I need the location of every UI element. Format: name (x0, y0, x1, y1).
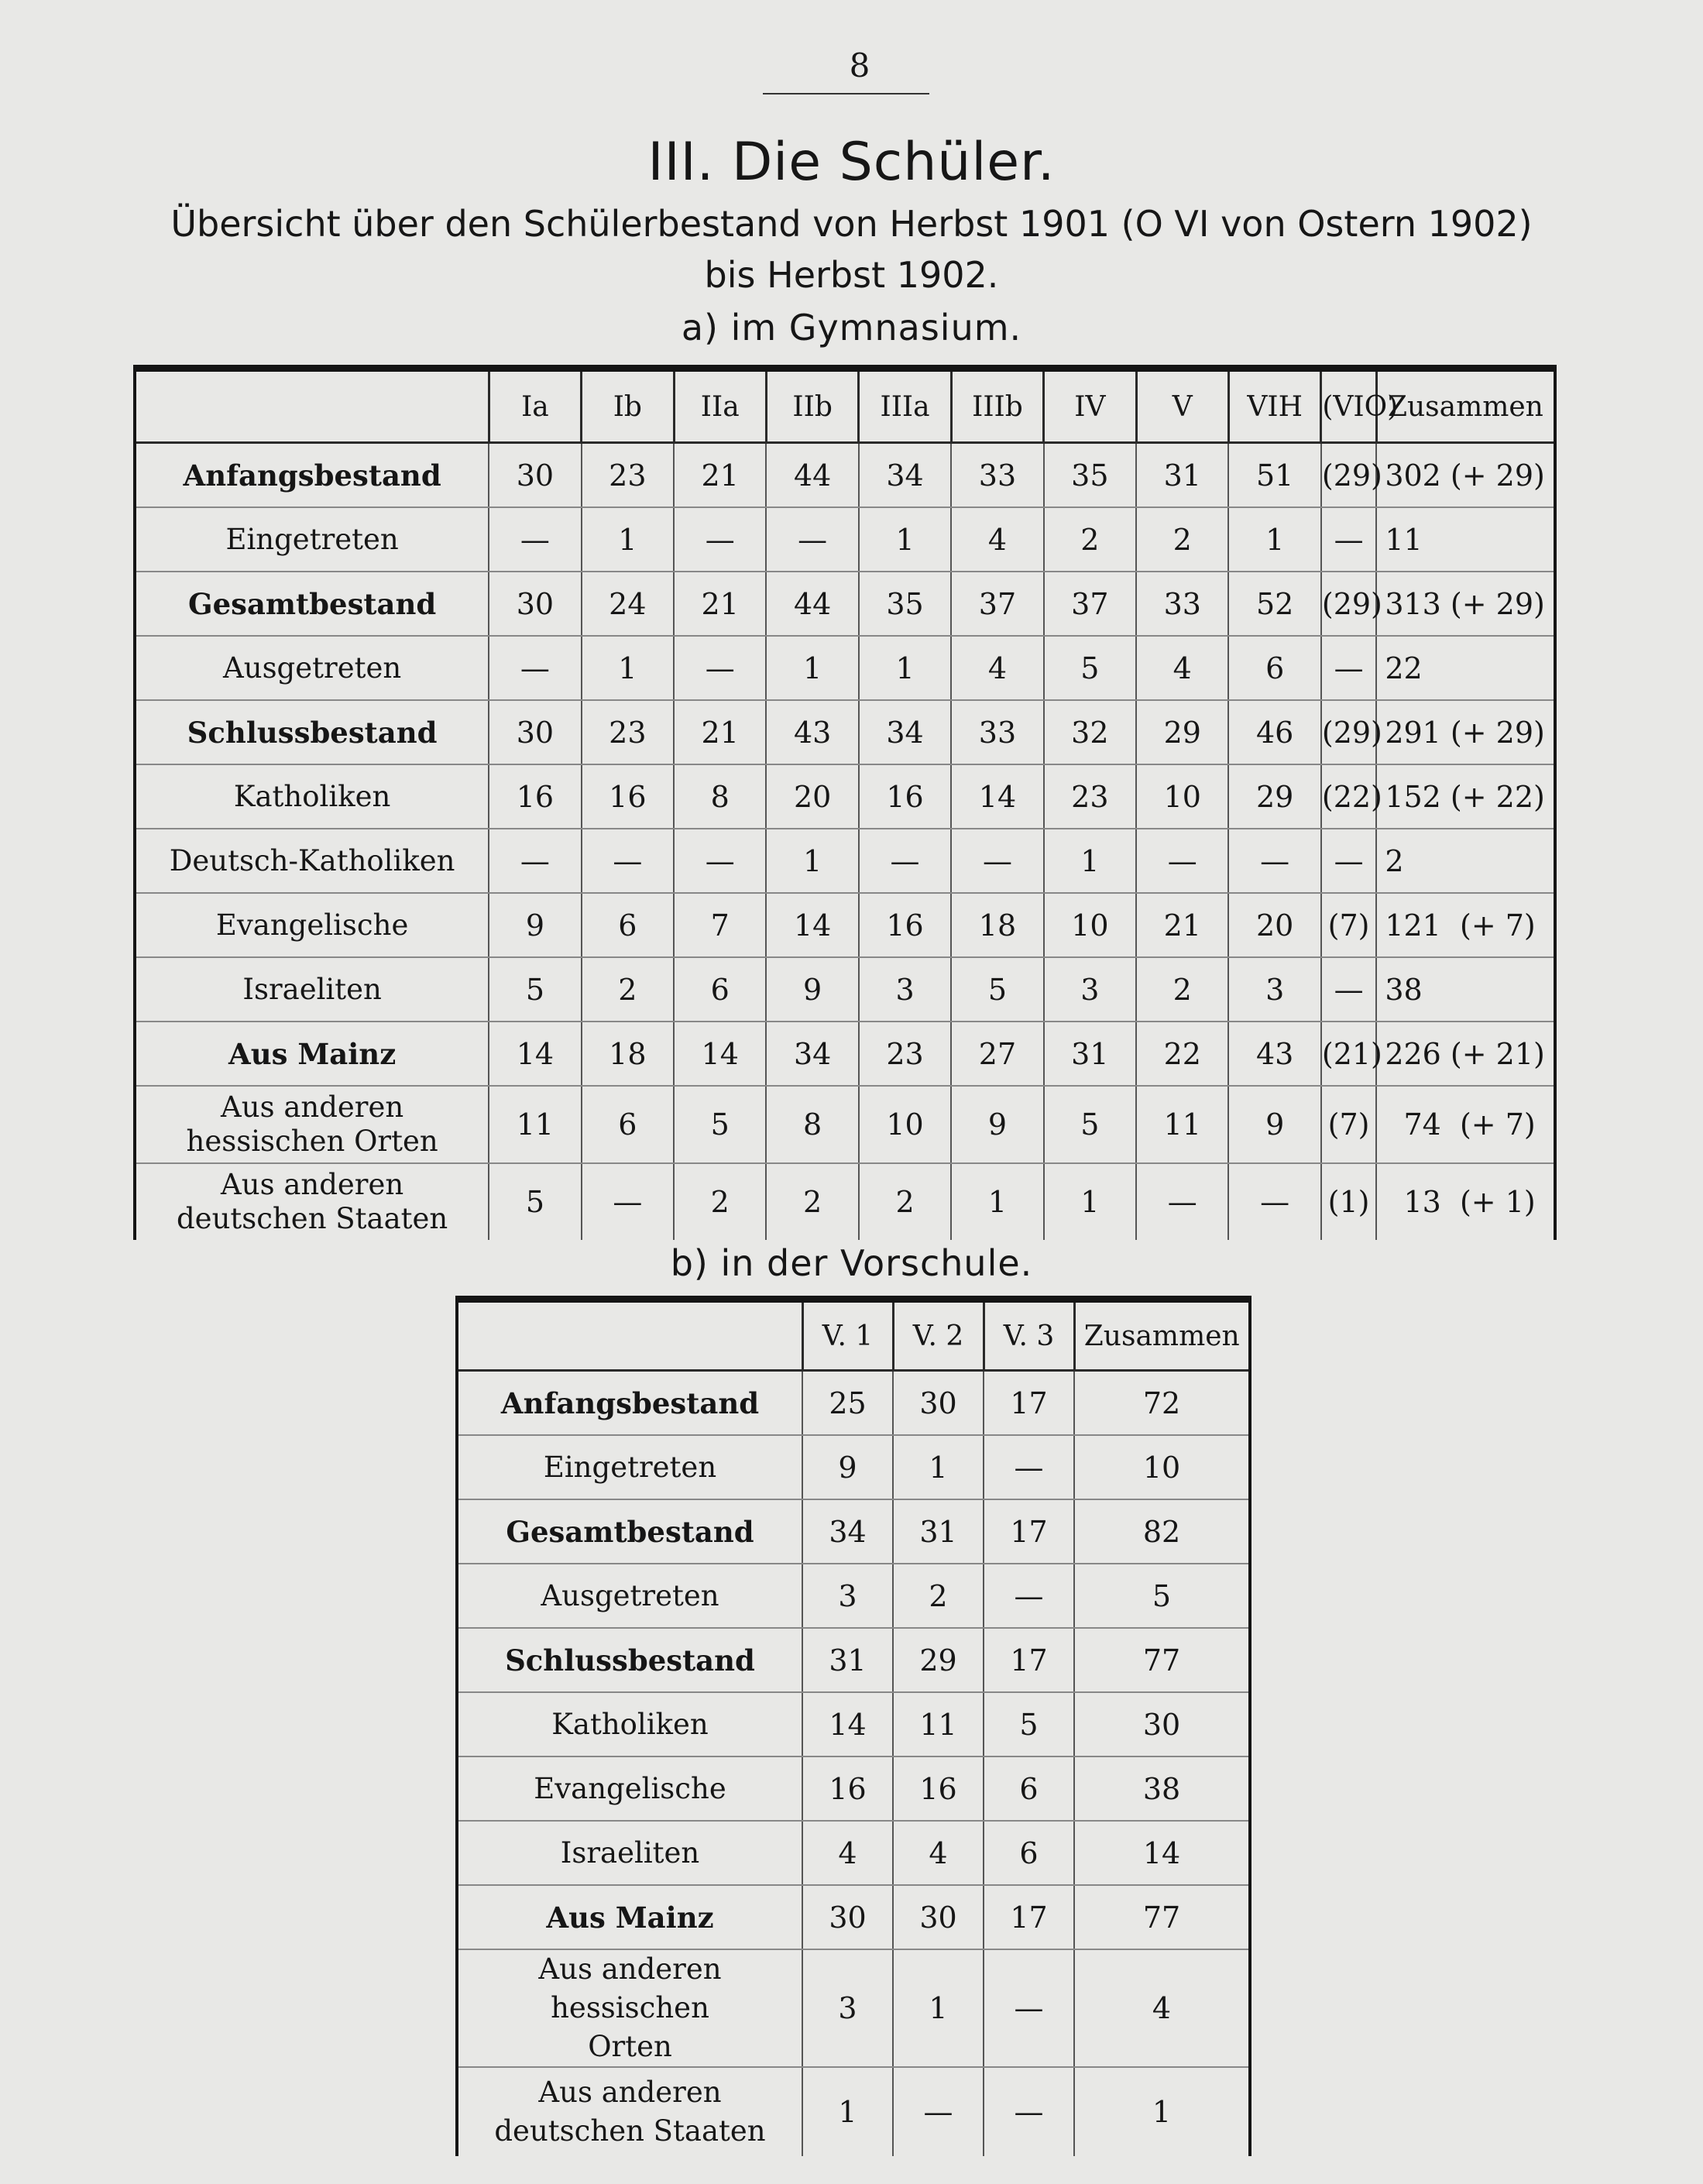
table-cell: — (674, 636, 766, 700)
row-label: Aus Mainz (457, 1885, 802, 1949)
table-cell: 30 (489, 572, 581, 636)
table-cell: 10 (1136, 764, 1228, 829)
table-cell: — (984, 2067, 1074, 2156)
table-cell: 14 (802, 1692, 893, 1756)
table-cell: (7) (1321, 893, 1376, 957)
table-cell: 1 (582, 507, 674, 572)
table-row (135, 764, 1555, 829)
total-cell: 5 (1074, 1564, 1250, 1628)
row-label-line: Orten (588, 2030, 672, 2063)
total-cell: 152 (+ 22) (1376, 764, 1555, 829)
vorschule-header-row (457, 1300, 1250, 1371)
table-cell: 16 (582, 764, 674, 829)
table-cell: 17 (984, 1499, 1074, 1564)
table-row (135, 893, 1555, 957)
table-cell: 43 (766, 700, 858, 764)
total-cell: 30 (1074, 1692, 1250, 1756)
table-row (457, 1821, 1250, 1885)
table-cell: 34 (802, 1499, 893, 1564)
table-cell: 21 (674, 700, 766, 764)
total-cell: 313 (+ 29) (1376, 572, 1555, 636)
table-cell: — (1228, 1163, 1320, 1240)
total-cell: 14 (1074, 1821, 1250, 1885)
row-label: Eingetreten (135, 507, 489, 572)
table-cell: 43 (1228, 1022, 1320, 1086)
vorschule-header-blank (457, 1300, 802, 1371)
column-header: V. 1 (802, 1300, 893, 1371)
table-cell: 34 (766, 1022, 858, 1086)
table-row (135, 1163, 1555, 1240)
table-row (135, 829, 1555, 893)
table-cell: 2 (582, 957, 674, 1022)
table-cell: — (489, 507, 581, 572)
table-cell: 4 (802, 1821, 893, 1885)
table-row (135, 443, 1555, 508)
table-cell: 22 (1136, 1022, 1228, 1086)
table-cell: 30 (489, 700, 581, 764)
table-cell: 17 (984, 1628, 1074, 1692)
table-cell: (29) (1321, 443, 1376, 508)
table-cell: 9 (951, 1086, 1043, 1163)
table-cell: — (1136, 829, 1228, 893)
table-row (457, 1564, 1250, 1628)
table-cell: 5 (951, 957, 1043, 1022)
table-cell: 30 (893, 1371, 984, 1436)
table-cell: — (984, 1435, 1074, 1499)
vorschule-heading: b) in der Vorschule. (670, 1242, 1033, 1284)
table-row (457, 1499, 1250, 1564)
row-label: Anfangsbestand (135, 443, 489, 508)
table-row (457, 1949, 1250, 2067)
total-cell: 38 (1376, 957, 1555, 1022)
row-label-line: deutschen Staaten (176, 1202, 448, 1235)
table-cell: — (1136, 1163, 1228, 1240)
table-cell: 2 (859, 1163, 951, 1240)
table-cell: 14 (766, 893, 858, 957)
column-header: V (1136, 369, 1228, 443)
table-cell: 8 (674, 764, 766, 829)
table-cell: 35 (859, 572, 951, 636)
table-cell: — (859, 829, 951, 893)
table-row (457, 1692, 1250, 1756)
table-cell: 6 (984, 1756, 1074, 1821)
table-cell: — (984, 1564, 1074, 1628)
table-cell: — (984, 1949, 1074, 2067)
table-cell: 31 (1136, 443, 1228, 508)
table-cell: 2 (766, 1163, 858, 1240)
table-cell: 1 (766, 829, 858, 893)
total-cell: 82 (1074, 1499, 1250, 1564)
table-cell: 21 (674, 443, 766, 508)
row-label: Schlussbestand (457, 1628, 802, 1692)
table-row (135, 507, 1555, 572)
table-row (135, 957, 1555, 1022)
table-cell: 5 (489, 957, 581, 1022)
row-label: Katholiken (457, 1692, 802, 1756)
table-cell: — (1321, 507, 1376, 572)
column-header: Ia (489, 369, 581, 443)
total-cell: 10 (1074, 1435, 1250, 1499)
table-cell: 1 (859, 507, 951, 572)
table-cell: 14 (951, 764, 1043, 829)
row-label (135, 1163, 489, 1240)
row-label: Ausgetreten (457, 1564, 802, 1628)
total-cell: 302 (+ 29) (1376, 443, 1555, 508)
table-cell: (1) (1321, 1163, 1376, 1240)
table-cell: — (766, 507, 858, 572)
gymnasium-header-blank (135, 369, 489, 443)
table-cell: 9 (1228, 1086, 1320, 1163)
table-cell: 16 (802, 1756, 893, 1821)
table-cell: 16 (893, 1756, 984, 1821)
table-cell: 2 (1136, 507, 1228, 572)
table-cell: 3 (802, 1949, 893, 2067)
table-cell: 7 (674, 893, 766, 957)
table-cell: 6 (674, 957, 766, 1022)
table-cell: 37 (1044, 572, 1136, 636)
table-cell: 29 (1136, 700, 1228, 764)
total-cell: 1 (1074, 2067, 1250, 2156)
table-cell: 20 (1228, 893, 1320, 957)
row-label: Anfangsbestand (457, 1371, 802, 1436)
table-row (457, 1628, 1250, 1692)
row-label: Evangelische (457, 1756, 802, 1821)
table-cell: 44 (766, 443, 858, 508)
table-row (135, 572, 1555, 636)
table-cell: 4 (951, 636, 1043, 700)
total-cell: 13 (+ 1) (1376, 1163, 1555, 1240)
table-cell: 16 (859, 893, 951, 957)
table-cell: 6 (1228, 636, 1320, 700)
table-cell: 4 (893, 1821, 984, 1885)
table-cell: 52 (1228, 572, 1320, 636)
row-label: Aus Mainz (135, 1022, 489, 1086)
table-cell: 14 (674, 1022, 766, 1086)
table-cell: 32 (1044, 700, 1136, 764)
total-cell: 74 (+ 7) (1376, 1086, 1555, 1163)
row-label: Ausgetreten (135, 636, 489, 700)
table-cell: 5 (1044, 1086, 1136, 1163)
table-cell: 24 (582, 572, 674, 636)
table-cell: 31 (1044, 1022, 1136, 1086)
column-header: Zusammen (1074, 1300, 1250, 1371)
table-cell: 34 (859, 443, 951, 508)
table-cell: 11 (1136, 1086, 1228, 1163)
table-cell: (29) (1321, 700, 1376, 764)
total-cell: 22 (1376, 636, 1555, 700)
table-cell: 3 (859, 957, 951, 1022)
table-row (457, 1756, 1250, 1821)
table-cell: 23 (582, 443, 674, 508)
table-cell: 1 (802, 2067, 893, 2156)
table-cell: (29) (1321, 572, 1376, 636)
table-cell: 35 (1044, 443, 1136, 508)
table-cell: 18 (951, 893, 1043, 957)
row-label: Eingetreten (457, 1435, 802, 1499)
column-header: Ib (582, 369, 674, 443)
row-label: Katholiken (135, 764, 489, 829)
table-cell: — (893, 2067, 984, 2156)
table-cell: 4 (951, 507, 1043, 572)
column-header: IIIb (951, 369, 1043, 443)
table-cell: 6 (582, 893, 674, 957)
row-label (457, 1949, 802, 2067)
table-cell: 5 (1044, 636, 1136, 700)
page-number: 8 (849, 46, 870, 84)
row-label-line: deutschen Staaten (494, 2114, 766, 2148)
table-cell: 27 (951, 1022, 1043, 1086)
table-cell: — (1228, 829, 1320, 893)
table-cell: 23 (1044, 764, 1136, 829)
row-label-line: hessischen Orten (186, 1125, 438, 1158)
row-label: Israeliten (135, 957, 489, 1022)
table-cell: 5 (674, 1086, 766, 1163)
table-cell: 16 (859, 764, 951, 829)
table-cell: 30 (893, 1885, 984, 1949)
subtitle-line-2: bis Herbst 1902. (704, 254, 999, 296)
page-number-rule (763, 93, 929, 94)
table-cell: (21) (1321, 1022, 1376, 1086)
table-cell: 1 (951, 1163, 1043, 1240)
table-row (457, 1435, 1250, 1499)
column-header: IIa (674, 369, 766, 443)
table-cell: 1 (1044, 829, 1136, 893)
row-label (135, 1086, 489, 1163)
total-cell: 77 (1074, 1628, 1250, 1692)
table-cell: 30 (802, 1885, 893, 1949)
table-cell: 9 (802, 1435, 893, 1499)
table-cell: 34 (859, 700, 951, 764)
table-cell: 31 (893, 1499, 984, 1564)
table-cell: 44 (766, 572, 858, 636)
total-cell: 121 (+ 7) (1376, 893, 1555, 957)
table-cell: 46 (1228, 700, 1320, 764)
table-cell: — (489, 636, 581, 700)
table-cell: 33 (1136, 572, 1228, 636)
table-cell: 2 (1136, 957, 1228, 1022)
table-cell: 20 (766, 764, 858, 829)
column-header: VIH (1228, 369, 1320, 443)
table-cell: (7) (1321, 1086, 1376, 1163)
table-cell: 2 (893, 1564, 984, 1628)
row-label: Israeliten (457, 1821, 802, 1885)
row-label: Deutsch-Katholiken (135, 829, 489, 893)
total-cell: 2 (1376, 829, 1555, 893)
table-cell: 30 (489, 443, 581, 508)
row-label: Gesamtbestand (457, 1499, 802, 1564)
total-cell: 11 (1376, 507, 1555, 572)
total-cell: 38 (1074, 1756, 1250, 1821)
row-label: Evangelische (135, 893, 489, 957)
table-cell: 6 (582, 1086, 674, 1163)
table-cell: 23 (859, 1022, 951, 1086)
table-cell: 37 (951, 572, 1043, 636)
table-cell: 21 (674, 572, 766, 636)
table-cell: — (674, 507, 766, 572)
table-cell: — (582, 1163, 674, 1240)
table-cell: 1 (859, 636, 951, 700)
table-cell: 10 (859, 1086, 951, 1163)
row-label-line: Aus anderen (221, 1168, 404, 1201)
table-cell: 31 (802, 1628, 893, 1692)
total-cell: 4 (1074, 1949, 1250, 2067)
table-row (135, 1022, 1555, 1086)
section-title: III. Die Schüler. (647, 132, 1056, 193)
column-header: Zusammen (1376, 369, 1555, 443)
row-label-line: Aus anderen (538, 2076, 722, 2109)
total-cell: 77 (1074, 1885, 1250, 1949)
table-row (457, 1885, 1250, 1949)
table-cell: 8 (766, 1086, 858, 1163)
table-cell: 4 (1136, 636, 1228, 700)
row-label-line: Aus anderen (221, 1090, 404, 1124)
table-cell: 5 (984, 1692, 1074, 1756)
table-row (457, 2067, 1250, 2156)
row-label-line: Aus anderen hessischen (538, 1952, 722, 2024)
table-cell: 5 (489, 1163, 581, 1240)
table-cell: — (674, 829, 766, 893)
table-cell: 29 (893, 1628, 984, 1692)
table-cell: 3 (1044, 957, 1136, 1022)
table-cell: 9 (489, 893, 581, 957)
table-cell: — (1321, 957, 1376, 1022)
table-cell: (22) (1321, 764, 1376, 829)
table-row (135, 636, 1555, 700)
table-cell: — (951, 829, 1043, 893)
table-row (457, 1371, 1250, 1436)
table-cell: 2 (674, 1163, 766, 1240)
subtitle-line-1: Übersicht über den Schülerbestand von Herbst 1901 (O VI von Ostern 1902) (170, 203, 1533, 245)
column-header: V. 3 (984, 1300, 1074, 1371)
table-cell: 16 (489, 764, 581, 829)
vorschule-table (455, 1296, 1251, 2156)
table-cell: 3 (1228, 957, 1320, 1022)
table-cell: 11 (489, 1086, 581, 1163)
table-cell: 10 (1044, 893, 1136, 957)
column-header: (VIO) (1321, 369, 1376, 443)
table-cell: 9 (766, 957, 858, 1022)
table-cell: 17 (984, 1885, 1074, 1949)
table-cell: 51 (1228, 443, 1320, 508)
total-cell: 291 (+ 29) (1376, 700, 1555, 764)
table-cell: 1 (766, 636, 858, 700)
table-cell: — (489, 829, 581, 893)
row-label: Schlussbestand (135, 700, 489, 764)
gymnasium-heading: a) im Gymnasium. (681, 307, 1022, 349)
total-cell: 72 (1074, 1371, 1250, 1436)
table-cell: 18 (582, 1022, 674, 1086)
table-cell: 6 (984, 1821, 1074, 1885)
table-cell: — (1321, 636, 1376, 700)
column-header: IIb (766, 369, 858, 443)
table-cell: 33 (951, 443, 1043, 508)
table-cell: 23 (582, 700, 674, 764)
total-cell: 226 (+ 21) (1376, 1022, 1555, 1086)
table-row (135, 700, 1555, 764)
column-header: IV (1044, 369, 1136, 443)
column-header: V. 2 (893, 1300, 984, 1371)
table-cell: 33 (951, 700, 1043, 764)
table-cell: 2 (1044, 507, 1136, 572)
table-cell: 1 (1044, 1163, 1136, 1240)
table-cell: 21 (1136, 893, 1228, 957)
gymnasium-table (133, 365, 1557, 1240)
table-cell: 1 (582, 636, 674, 700)
row-label (457, 2067, 802, 2156)
table-cell: 1 (893, 1435, 984, 1499)
table-cell: 1 (893, 1949, 984, 2067)
table-cell: 1 (1228, 507, 1320, 572)
gymnasium-header-row (135, 369, 1555, 443)
table-cell: 17 (984, 1371, 1074, 1436)
table-cell: 25 (802, 1371, 893, 1436)
table-cell: 14 (489, 1022, 581, 1086)
table-cell: 29 (1228, 764, 1320, 829)
column-header: IIIa (859, 369, 951, 443)
table-cell: — (1321, 829, 1376, 893)
table-cell: 11 (893, 1692, 984, 1756)
table-cell: — (582, 829, 674, 893)
table-cell: 3 (802, 1564, 893, 1628)
table-row (135, 1086, 1555, 1163)
row-label: Gesamtbestand (135, 572, 489, 636)
